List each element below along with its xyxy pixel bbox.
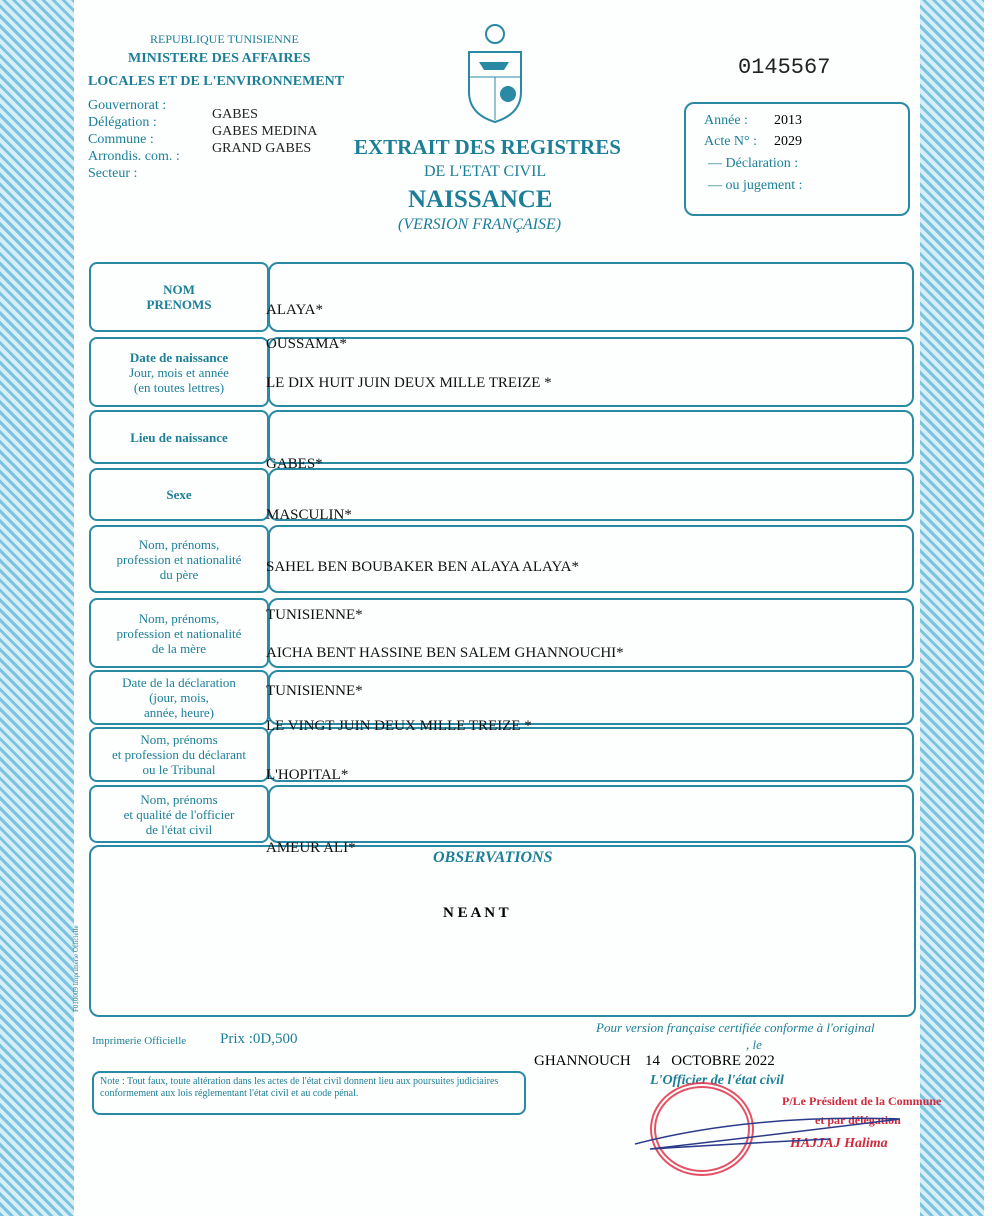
- value-officier: AMEUR ALI*: [266, 840, 356, 856]
- admin-values: GABES GABES MEDINA GRAND GABES: [212, 107, 318, 156]
- label-mere: Nom, prénoms, profession et nationalité de la mère: [89, 598, 269, 668]
- label-nom-prenoms: NOM PRENOMS: [89, 262, 269, 332]
- value-date-naissance: LE DIX HUIT JUIN DEUX MILLE TREIZE *: [266, 375, 552, 391]
- value-pere: SAHEL BEN BOUBAKER BEN ALAYA ALAYA*: [266, 559, 579, 575]
- label-pere: Nom, prénoms, profession et nationalité du père: [89, 525, 269, 593]
- field-sexe: [268, 468, 914, 521]
- decorative-border-right: [920, 0, 984, 1216]
- label-lieu: Lieu de naissance: [89, 410, 269, 464]
- decorative-border-left: [0, 0, 74, 1216]
- stamp-line-3: HAJJAJ Halima: [790, 1136, 888, 1151]
- signature-icon: [630, 1104, 910, 1184]
- title-naissance: NAISSANCE: [408, 186, 553, 213]
- republic: REPUBLIQUE TUNISIENNE: [150, 32, 299, 46]
- field-nom: [268, 262, 914, 332]
- value-prenom: OUSSAMA*: [266, 336, 347, 352]
- observations-label: OBSERVATIONS: [433, 849, 553, 866]
- label-date-naissance: Date de naissance Jour, mois et année (en toutes lettres): [89, 337, 269, 407]
- observations-box: [89, 845, 916, 1017]
- ministry-2: LOCALES ET DE L'ENVIRONNEMENT: [88, 74, 345, 89]
- field-date-declaration: [268, 670, 914, 725]
- place: GHANNOUCH: [534, 1053, 631, 1069]
- value-lieu: GABES*: [266, 456, 323, 472]
- value-declarant: L'HOPITAL*: [266, 767, 349, 783]
- label-declarant: Nom, prénoms et profession du déclarant ou le Tribunal: [89, 727, 269, 782]
- value-pere-nationalite: TUNISIENNE*: [266, 607, 363, 623]
- observations-text: N E A N T: [443, 905, 509, 921]
- field-declarant: [268, 727, 914, 782]
- title-extrait: EXTRAIT DES REGISTRES: [354, 135, 621, 159]
- officer-title: L'Officier de l'état civil: [650, 1073, 784, 1088]
- stamp-line-1: P/Le Président de la Commune: [782, 1094, 942, 1108]
- title-version: (VERSION FRANÇAISE): [398, 216, 562, 233]
- date: 14 OCTOBRE 2022: [645, 1053, 775, 1069]
- stamp-line-2: et par délégation: [815, 1113, 901, 1127]
- price: Prix :0D,500: [220, 1031, 298, 1047]
- value-mere-nationalite: TUNISIENNE*: [266, 683, 363, 699]
- field-lieu: [268, 410, 914, 464]
- admin-labels: Gouvernorat : Délégation : Commune : Arrondis. com. : Secteur :: [88, 98, 180, 181]
- field-date-naissance: [268, 337, 914, 407]
- registry-box: Année : 2013 Acte N° : 2029 — Déclaration : — ou jugement :: [684, 102, 910, 216]
- label-officier: Nom, prénoms et qualité de l'officier de l'état civil: [89, 785, 269, 843]
- legal-note: Note : Tout faux, toute altération dans les actes de l'état civil donnent lieu aux poursuites judiciaires conformement aux lois réglementant l'état civil et au code pénal.: [92, 1071, 526, 1115]
- printer: Imprimerie Officielle: [92, 1035, 187, 1047]
- value-sexe: MASCULIN*: [266, 507, 352, 523]
- certified-text: Pour version française certifiée conforme à l'original: [596, 1020, 875, 1035]
- le-text: , le: [746, 1037, 762, 1052]
- value-mere: AICHA BENT HASSINE BEN SALEM GHANNOUCHI*: [266, 645, 624, 661]
- label-sexe: Sexe: [89, 468, 269, 521]
- ministry-1: MINISTERE DES AFFAIRES: [128, 51, 311, 66]
- field-officier: [268, 785, 914, 843]
- label-date-declaration: Date de la déclaration (jour, mois, année, heure): [89, 670, 269, 725]
- value-date-declaration: LE VINGT JUIN DEUX MILLE TREIZE *: [266, 718, 532, 734]
- title-etat-civil: DE L'ETAT CIVIL: [424, 163, 547, 180]
- side-print: F010009 Imprimerie Officielle: [72, 925, 80, 1012]
- coat-of-arms-icon: [464, 22, 526, 124]
- value-nom: ALAYA*: [266, 302, 323, 318]
- serial-number: 0145567: [738, 55, 831, 80]
